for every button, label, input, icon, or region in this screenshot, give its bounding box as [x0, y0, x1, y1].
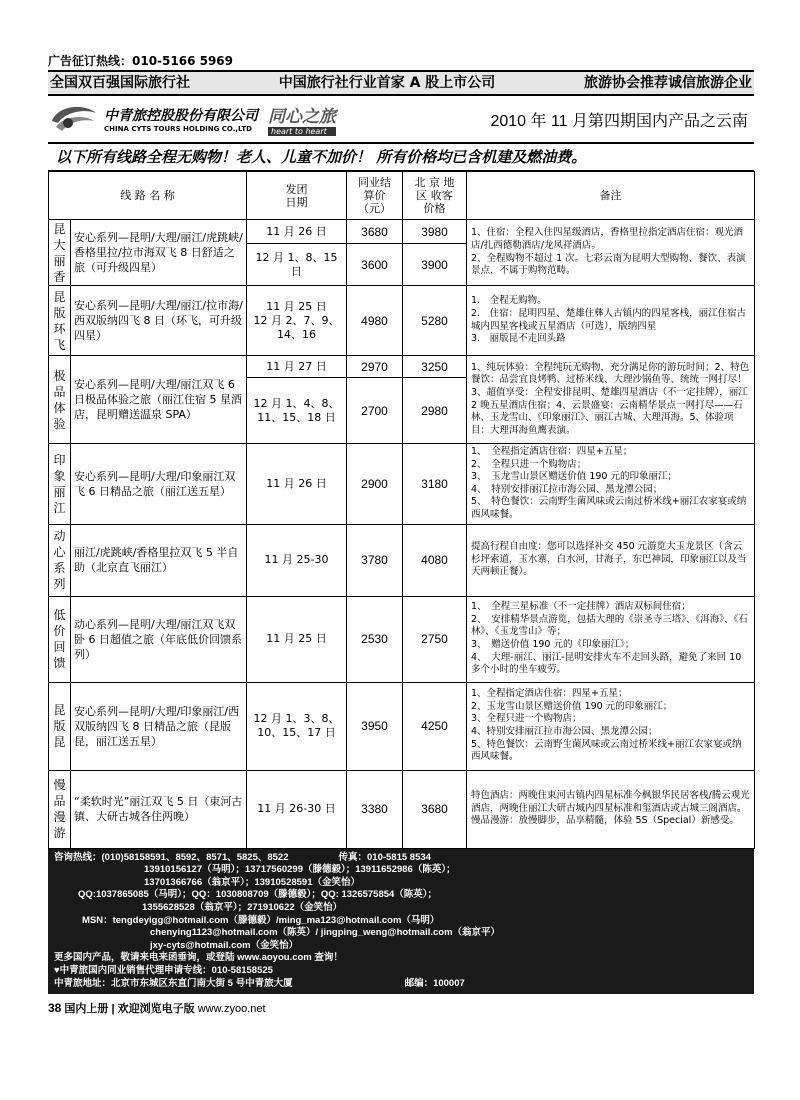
header-note: 备注 — [467, 172, 755, 220]
note-line: 1、住宿：全程入住四星级酒店，香格里拉指定酒店住宿：观光酒店/扎西德勒酒店/龙凤祥酒店。 — [471, 227, 744, 251]
table-row — [49, 220, 755, 244]
note-line: 3、 赠送价值 190 元的《印象丽江》； — [471, 639, 635, 651]
header-retail-price: 北 京 地 区 收客价格 — [403, 172, 467, 220]
departure-date: 11 月 25 日 12 月 2、7、9、14、16 — [247, 286, 347, 356]
company-name-cn: 中青旅控股股份有限公司 — [104, 108, 258, 124]
route-category: 动心系列 — [49, 524, 71, 596]
retail-price: 2980 — [403, 378, 467, 444]
route-category: 昆版昆 — [49, 682, 71, 770]
note-line: 1. 全程无购物。 — [471, 295, 547, 307]
footer-divider: | — [111, 1003, 115, 1016]
swirl-logo-icon — [48, 101, 100, 137]
retail-price: 3680 — [403, 770, 467, 848]
phone-line: 13910156127（马明）；13717560299（滕德毅）；13911652986（陈英）； — [144, 864, 456, 876]
departure-date: 12 月 1、3、8、10、15、17 日 — [247, 682, 347, 770]
hotline-numbers: (010)58158591、8592、8571、5825、8522 — [101, 851, 289, 863]
route-name: 安心系列—昆明/大理/印象丽江/西双版纳四飞 8 日精品之旅（昆版昆，丽江送五星） — [71, 682, 247, 770]
note-line: 特色酒店：两晚住束河古镇内四星标准今枫银华民居客栈/腾云观光酒店，两晚住丽江大研古城内四星标准和玺酒店或古城三阁酒店。慢品漫游：放慢脚步，品享精髓，体验 5S（Special）新感受。 — [471, 790, 750, 827]
departure-date: 11 月 26 日 — [247, 220, 347, 244]
note-line: 1、 全程指定酒店住宿：四星+五星； — [471, 446, 633, 457]
peer-price: 3950 — [347, 682, 403, 770]
table-row — [49, 444, 755, 525]
note-line: 2. 住宿：昆明四星、楚雄住彝人古镇内的四星客栈，丽江住宿古城内四星客栈或五星酒店（可选），版纳四星 — [471, 307, 747, 332]
page-number: 38 — [48, 1001, 62, 1016]
peer-price: 2900 — [347, 444, 403, 525]
departure-date: 12 月 1、8、15 日 — [247, 244, 347, 286]
slogan — [268, 102, 336, 136]
table-header-row — [49, 172, 755, 220]
route-note — [467, 356, 755, 444]
route-note — [467, 444, 755, 525]
notice-banner: 以下所有线路全程无购物！老人、儿童不加价！ 所有价格均已含机建及燃油费。 — [48, 142, 754, 171]
page — [48, 52, 754, 1016]
fax: 传真：010-5815 8534 — [338, 851, 431, 863]
route-note — [467, 220, 755, 286]
route-name: 安心系列—昆明/大理/印象丽江双飞 6 日精品之旅（丽江送五星） — [71, 444, 247, 525]
routes-table — [48, 171, 755, 849]
msn-line: MSN：tengdeyigg@hotmail.com（滕德毅）/ming_ma123@hotmail.com（马明） — [82, 914, 440, 926]
retail-price: 5280 — [403, 286, 467, 356]
retail-price: 3980 — [403, 220, 467, 244]
retail-price: 3900 — [403, 244, 467, 286]
route-note — [467, 770, 755, 848]
header-peer-price: 同业结算价（元） — [347, 172, 403, 220]
route-name: 安心系列—昆明/大理/丽江双飞 6 日极品体验之旅（丽江住宿 5 星酒店，昆明赠送温泉 SPA） — [71, 356, 247, 444]
page-footer — [48, 1000, 754, 1016]
note-line: 3. 丽版昆不走回头路 — [471, 333, 566, 345]
route-category: 极品体验 — [49, 356, 71, 444]
ad-hotline: 广告征订热线：010-5166 5969 — [48, 54, 234, 68]
slogan-cn: 同心之旅 — [268, 107, 336, 127]
departure-date: 11 月 26 日 — [247, 444, 347, 525]
banner-item: 旅游协会推荐诚信旅游企业 — [584, 75, 752, 91]
departure-date: 12 月 1、4、8、11、15、18 日 — [247, 378, 347, 444]
retail-price: 3250 — [403, 356, 467, 378]
company-logo — [48, 101, 258, 137]
retail-price: 3180 — [403, 444, 467, 525]
table-row — [49, 524, 755, 596]
peer-price: 4980 — [347, 286, 403, 356]
note-line: 提高行程自由度：您可以选择补交 450 元游览大玉龙景区（含云杉坪索道，玉水寨，白水河，甘海子，东巴神园，印象丽江以及当天两顿正餐）。 — [471, 541, 747, 578]
note-line: 5、 特色餐饮：云南野生菌风味或云南过桥米线+丽江农家宴或纳西风味餐。 — [471, 496, 747, 520]
qq-line: 1355628528（翁京平）；271910622（金笑怡） — [142, 901, 343, 913]
top-banner — [48, 70, 754, 96]
table-row — [49, 596, 755, 682]
table-row — [49, 286, 755, 356]
table-row — [49, 682, 755, 770]
route-name: 动心系列—昆明/大理/丽江双飞双卧 6 日超值之旅（年底低价回馈系列） — [71, 596, 247, 682]
route-name: 安心系列—昆明/大理/丽江/拉市海/西双版纳四飞 8 日（环飞，可升级四星） — [71, 286, 247, 356]
route-note — [467, 286, 755, 356]
banner-item: 中国旅行社行业首家 A 股上市公司 — [278, 75, 496, 91]
note-line: 4、 特别安排丽江拉市海公园、黑龙潭公园； — [471, 483, 663, 495]
footer-welcome: 欢迎浏览电子版 — [117, 1003, 195, 1016]
peer-price: 2970 — [347, 356, 403, 378]
note-line: 2、玉龙雪山景区赠送价值 190 元的印象丽江； — [471, 700, 673, 712]
route-name: 丽江/虎跳峡/香格里拉双飞 5 半自助（北京直飞丽江） — [71, 524, 247, 596]
qq-line: QQ:1037865085（马明）；QQ：1030808709（滕德毅）；QQ: 1326575854（陈英）； — [78, 889, 438, 901]
departure-date: 11 月 27 日 — [247, 356, 347, 378]
retail-price: 4080 — [403, 524, 467, 596]
table-row — [49, 770, 755, 848]
departure-date: 11 月 25-30 — [247, 524, 347, 596]
note-line: 2、 安排精华景点游览，包括大理的《崇圣寺三塔》、《洱海》、《石林》、《玉龙雪山》等； — [471, 613, 748, 638]
route-category: 印象丽江 — [49, 444, 71, 525]
retail-price: 2750 — [403, 596, 467, 682]
footer-url: www.zyoo.net — [197, 1003, 266, 1016]
header-date: 发团日期 — [247, 172, 347, 220]
route-note — [467, 524, 755, 596]
route-name: 安心系列—昆明/大理/丽江/虎跳峡/香格里拉/拉市海双飞 8 日舒适之旅（可升级四星） — [71, 220, 247, 286]
header-route-name: 线 路 名 称 — [49, 172, 247, 220]
company-name-en: CHINA CYTS TOURS HOLDING CO.,LTD — [104, 125, 252, 133]
note-line: 4、 大理-丽江、丽江-昆明安排火车不走回头路，避免了来回 10 多个小时的坐车疲劳。 — [471, 651, 742, 676]
note-line: 3、 玉龙雪山景区赠送价值 190 元的印象丽江； — [471, 471, 677, 483]
route-category: 低价回馈 — [49, 596, 71, 682]
departure-date: 11 月 26-30 日 — [247, 770, 347, 848]
route-category: 昆版环飞 — [49, 286, 71, 356]
hotline-label: 咨询热线： — [54, 851, 102, 863]
msn-line: jxy-cyts@hotmail.com（金笑怡） — [150, 939, 299, 951]
issue-title: 2010 年 11 月第四期国内产品之云南 — [490, 113, 748, 130]
note-line: 2、 全程只进一个购物店； — [471, 458, 587, 470]
phone-line: 13701366766（翁京平）；13910528591（金笑怡） — [144, 876, 360, 888]
route-note — [467, 682, 755, 770]
msn-line: chenying1123@hotmail.com（陈英）/ jingping_weng@hotmail.com（翁京平） — [150, 927, 501, 939]
note-line: 3、全程只进一个购物店； — [471, 713, 582, 725]
route-category: 昆大丽香 — [49, 220, 71, 286]
departure-date: 11 月 25 日 — [247, 596, 347, 682]
note-line: 5、特色餐饮：云南野生菌风味或云南过桥米线+丽江农家宴或纳西风味餐。 — [471, 738, 742, 763]
company-address: 中青旅地址：北京市东城区东直门南大街 5 号中青旅大厦 — [54, 977, 293, 989]
peer-price: 2700 — [347, 378, 403, 444]
brand-header — [48, 96, 754, 142]
agent-hotline: ♥中青旅国内同业销售代理申请专线：010-58158525 — [54, 964, 273, 976]
peer-price: 2530 — [347, 596, 403, 682]
retail-price: 4250 — [403, 682, 467, 770]
note-line: 2、全程购物不超过 1 次。七彩云南为昆明大型购物、餐饮、表演景点，不属于购物范畴。 — [471, 252, 746, 277]
peer-price: 3780 — [347, 524, 403, 596]
section-name: 国内上册 — [64, 1003, 109, 1016]
postcode: 邮编：100007 — [404, 977, 465, 989]
route-note — [467, 596, 755, 682]
route-name: “柔软时光”丽江双飞 5 日（束河古镇、大研古城各住两晚） — [71, 770, 247, 848]
note-line: 1、 全程三星标准（不一定挂牌）酒店双标间住宿； — [471, 601, 691, 613]
peer-price: 3600 — [347, 244, 403, 286]
banner-item: 全国双百强国际旅行社 — [50, 75, 190, 91]
more-products: 更多国内产品，敬请来电来函垂询，或登陆 www.aoyou.com 查询！ — [54, 952, 343, 964]
slogan-en: heart to heart — [268, 127, 336, 136]
contact-block — [48, 849, 754, 995]
route-category: 慢品漫游 — [49, 770, 71, 848]
peer-price: 3380 — [347, 770, 403, 848]
note-line: 1、全程指定酒店住宿：四星+五星； — [471, 688, 628, 700]
peer-price: 3680 — [347, 220, 403, 244]
note-line: 1、纯玩体验：全程纯玩无购物，充分满足你的游玩时间；2、特色餐饮：品尝宜良烤鸭、过桥米线、大理沙锅鱼等、统统一网打尽！3、超值享受：全程安排昆明、楚雄四星酒店（不一定挂牌），丽江 2 晚五星酒店住宿；4、云景盛宴：云南精华景点一网打尽——石林、玉龙雪山、《印象丽江》、丽江古城、大理洱海。5、体验项目：大理洱海鱼鹰表演。 — [471, 361, 750, 436]
table-row — [49, 356, 755, 378]
note-line: 4、特别安排丽江拉市海公园、黑龙潭公园； — [471, 726, 658, 738]
